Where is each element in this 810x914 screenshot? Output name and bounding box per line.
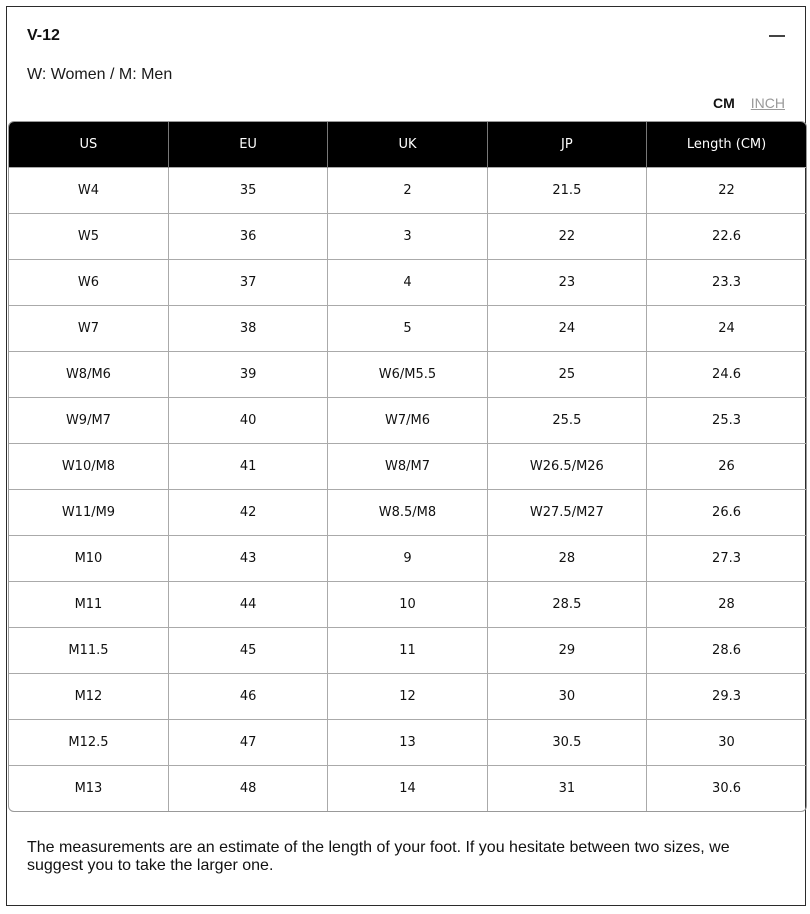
table-cell: 3	[328, 214, 487, 260]
table-cell: 46	[168, 674, 327, 720]
table-cell: W8.5/M8	[328, 490, 487, 536]
table-cell: 25.5	[487, 398, 646, 444]
sizing-note: The measurements are an estimate of the length of your foot. If you hesitate between two sizes, we suggest you to take the larger one.	[27, 839, 730, 874]
table-cell: 28.6	[647, 628, 806, 674]
table-cell: W5	[9, 214, 168, 260]
table-cell: W9/M7	[9, 398, 168, 444]
minus-icon[interactable]	[769, 35, 785, 37]
column-header: UK	[328, 122, 487, 168]
table-cell: 27.3	[647, 536, 806, 582]
column-header: EU	[168, 122, 327, 168]
unit-toggle	[713, 95, 785, 111]
table-cell: 21.5	[487, 168, 646, 214]
size-table	[9, 122, 806, 811]
table-cell: 48	[168, 766, 327, 812]
table-cell: 28.5	[487, 582, 646, 628]
table-cell: 31	[487, 766, 646, 812]
table-row	[9, 720, 806, 766]
table-cell: 44	[168, 582, 327, 628]
table-cell: 24	[487, 306, 646, 352]
table-cell: 10	[328, 582, 487, 628]
table-cell: 29	[487, 628, 646, 674]
table-cell: 22	[647, 168, 806, 214]
table-row	[9, 490, 806, 536]
table-cell: 24	[647, 306, 806, 352]
table-row	[9, 306, 806, 352]
table-cell: 36	[168, 214, 327, 260]
table-cell: 26	[647, 444, 806, 490]
table-cell: 12	[328, 674, 487, 720]
table-cell: 39	[168, 352, 327, 398]
table-cell: 35	[168, 168, 327, 214]
table-cell: M12	[9, 674, 168, 720]
table-cell: 22.6	[647, 214, 806, 260]
table-cell: 23.3	[647, 260, 806, 306]
table-row	[9, 766, 806, 812]
table-cell: 30.6	[647, 766, 806, 812]
table-cell: M13	[9, 766, 168, 812]
table-cell: 40	[168, 398, 327, 444]
table-cell: M11	[9, 582, 168, 628]
table-cell: 14	[328, 766, 487, 812]
table-cell: 41	[168, 444, 327, 490]
table-row	[9, 168, 806, 214]
table-cell: W10/M8	[9, 444, 168, 490]
table-cell: M11.5	[9, 628, 168, 674]
table-cell: 37	[168, 260, 327, 306]
table-cell: 30	[647, 720, 806, 766]
size-guide-panel	[6, 6, 806, 906]
column-header: Length (CM)	[647, 122, 806, 168]
table-cell: 28	[487, 536, 646, 582]
table-cell: M12.5	[9, 720, 168, 766]
table-cell: 38	[168, 306, 327, 352]
table-cell: 4	[328, 260, 487, 306]
table-cell: W6/M5.5	[328, 352, 487, 398]
table-row	[9, 260, 806, 306]
table-header-row	[9, 122, 806, 168]
table-row	[9, 398, 806, 444]
column-header: US	[9, 122, 168, 168]
table-cell: W7/M6	[328, 398, 487, 444]
table-cell: 47	[168, 720, 327, 766]
column-header: JP	[487, 122, 646, 168]
table-cell: 42	[168, 490, 327, 536]
model-title: V-12	[27, 27, 60, 44]
table-cell: 43	[168, 536, 327, 582]
table-row	[9, 536, 806, 582]
table-cell: 26.6	[647, 490, 806, 536]
unit-inch-button[interactable]: INCH	[750, 95, 785, 111]
table-row	[9, 674, 806, 720]
size-table-container	[8, 121, 807, 812]
table-cell: W8/M6	[9, 352, 168, 398]
table-cell: W6	[9, 260, 168, 306]
table-cell: 24.6	[647, 352, 806, 398]
table-cell: 45	[168, 628, 327, 674]
table-row	[9, 214, 806, 260]
table-cell: 2	[328, 168, 487, 214]
table-cell: M10	[9, 536, 168, 582]
table-cell: 30.5	[487, 720, 646, 766]
table-cell: W8/M7	[328, 444, 487, 490]
unit-cm-button[interactable]: CM	[712, 95, 735, 111]
table-cell: 22	[487, 214, 646, 260]
table-cell: 30	[487, 674, 646, 720]
table-cell: 28	[647, 582, 806, 628]
table-cell: 29.3	[647, 674, 806, 720]
table-body	[9, 168, 806, 812]
table-cell: 13	[328, 720, 487, 766]
table-cell: 23	[487, 260, 646, 306]
table-row	[9, 444, 806, 490]
table-cell: W11/M9	[9, 490, 168, 536]
table-row	[9, 582, 806, 628]
table-row	[9, 352, 806, 398]
table-row	[9, 628, 806, 674]
table-cell: W27.5/M27	[487, 490, 646, 536]
table-cell: 5	[328, 306, 487, 352]
table-cell: 25	[487, 352, 646, 398]
table-cell: 11	[328, 628, 487, 674]
table-cell: W26.5/M26	[487, 444, 646, 490]
table-cell: W4	[9, 168, 168, 214]
size-legend: W: Women / M: Men	[27, 66, 173, 83]
table-cell: 9	[328, 536, 487, 582]
table-cell: 25.3	[647, 398, 806, 444]
table-cell: W7	[9, 306, 168, 352]
